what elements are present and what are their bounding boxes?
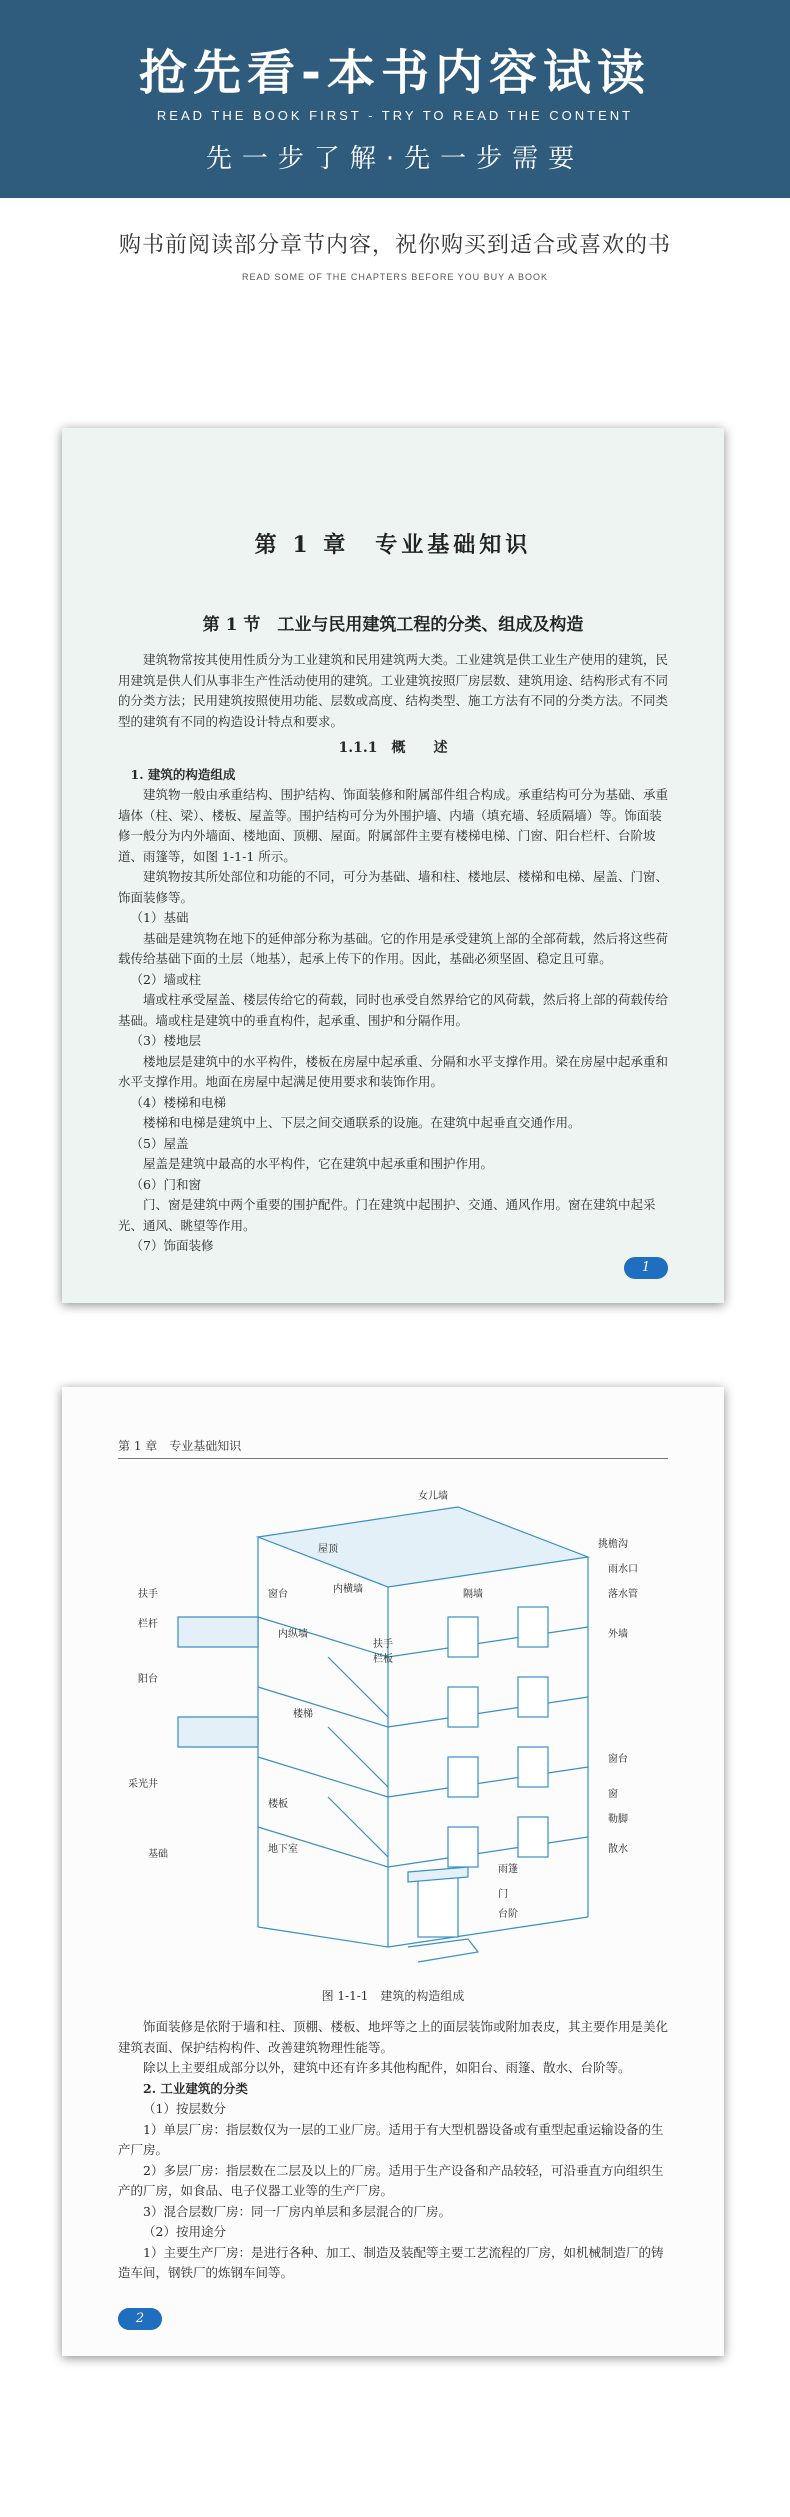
- paragraph: 建筑物常按其使用性质分为工业建筑和民用建筑两大类。工业建筑是供工业生产使用的建筑，民用建筑是供人们从事非生产性活动使用的建筑。工业建筑按照厂房层数、建筑用途、结构形式有不同的分类方法；民用建筑按照使用功能、层数或高度、结构类型、施工方法有不同的分类方法。不同类型的建筑有不同的构造设计特点和要求。: [118, 652, 669, 729]
- list-heading: （4）楼梯和电梯: [130, 1094, 226, 1110]
- figure-label: 内横墙: [333, 1584, 363, 1595]
- figure-label: 雨篷: [498, 1864, 518, 1875]
- tagline-en: READ SOME OF THE CHAPTERS BEFORE YOU BUY A BOOK: [241, 272, 549, 282]
- paragraph: 1）单层厂房：指层数仅为一层的工业厂房。适用于有大型机器设备或有重型起重运输设备的生产厂房。: [118, 2121, 664, 2157]
- paragraph: 2）多层厂房：指层数在二层及以上的厂房。适用于生产设备和产品较轻，可沿垂直方向组织生产的厂房，如食品、电子仪器工业等的生产厂房。: [118, 2162, 664, 2198]
- figure-label: 台阶: [498, 1909, 518, 1920]
- section-title: 第 1 节 工业与民用建筑工程的分类、组成及构造: [202, 615, 584, 635]
- paragraph: 楼地层是建筑中的水平构件，楼板在房屋中起承重、分隔和水平支撑作用。梁在房屋中起承重和水平支撑作用。地面在房屋中起满足使用要求和装饰作用。: [118, 1053, 669, 1089]
- figure-label: 散水: [608, 1844, 628, 1855]
- paragraph: 基础是建筑物在地下的延伸部分称为基础。它的作用是承受建筑上部的全部荷载，然后将这些荷载传给基础下面的土层（地基），起承上传下的作用。因此，基础必须坚固、稳定且可靠。: [118, 930, 669, 966]
- figure-label: 阳台: [138, 1674, 158, 1685]
- list-heading: （1）基础: [130, 910, 189, 925]
- page1-body: [118, 650, 668, 1257]
- page2-body: [118, 2017, 668, 2284]
- page-number-badge: 2: [118, 2308, 162, 2330]
- paragraph: 建筑物按其所处部位和功能的不同，可分为基础、墙和柱、楼地层、楼梯和电梯、屋盖、门窗、饰面装修等。: [118, 869, 669, 905]
- figure-label: 屋顶: [318, 1544, 338, 1555]
- figure-label: 栏杆: [138, 1619, 158, 1630]
- paragraph: 门、窗是建筑中两个重要的围护配件。门在建筑中起围护、交通、通风作用。窗在建筑中起采光、通风、眺望等作用。: [118, 1197, 656, 1233]
- subsection-title: 1.1.1 概 述: [338, 740, 448, 756]
- list-heading: （7）饰面装修: [130, 1238, 214, 1253]
- figure-label: 勒脚: [608, 1814, 628, 1825]
- list-heading: （5）屋盖: [130, 1135, 189, 1151]
- list-heading: （1）按层数分: [143, 2101, 226, 2116]
- paragraph: 1）主要生产厂房：是进行各种、加工、制造及装配等主要工艺流程的厂房，如机械制造厂的铸造车间，钢铁厂的炼钢车间等。: [118, 2244, 664, 2280]
- list-heading: （6）门和窗: [130, 1176, 201, 1192]
- paragraph: 除以上主要组成部分以外，建筑中还有许多其他构配件，如阳台、雨篷、散水、台阶等。: [143, 2060, 631, 2075]
- figure-label: 窗: [608, 1789, 618, 1800]
- figure-label: 楼板: [268, 1799, 288, 1810]
- list-heading: （2）按用途分: [143, 2224, 226, 2239]
- figure-label: 扶手: [138, 1589, 158, 1600]
- figure-caption: 图 1-1-1 建筑的构造组成: [321, 1989, 465, 2003]
- figure-label: 挑檐沟: [598, 1539, 628, 1550]
- paragraph-heading: 2. 工业建筑的分类: [143, 2080, 248, 2096]
- list-heading: （2）墙或柱: [130, 971, 201, 987]
- list-heading: （3）楼地层: [130, 1033, 201, 1048]
- figure-label: 女儿墙: [418, 1491, 448, 1502]
- figure-label: 隔墙: [463, 1589, 483, 1600]
- banner-title: 抢先看-本书内容试读: [139, 45, 651, 101]
- figure-label: 雨水口: [608, 1564, 638, 1575]
- banner-subtitle-zh: 先一步了解·先一步需要: [205, 144, 585, 174]
- building-diagram: [118, 1477, 668, 1977]
- paragraph: 建筑物一般由承重结构、围护结构、饰面装修和附属部件组合构成。承重结构可分为基础、承重墙体（柱、梁）、楼板、屋盖等。围护结构可分为外围护墙、内墙（填充墙、轻质隔墙）等。饰面装修一般分为内外墙面、楼地面、顶棚、屋面。附属部件主要有楼梯电梯、门窗、阳台栏杆、台阶坡道、雨篷等，如图 1-1-1 所示。: [118, 787, 669, 864]
- top-banner: [0, 0, 790, 198]
- figure-label: 落水管: [608, 1589, 638, 1600]
- paragraph: 屋盖是建筑中最高的水平构件，它在建筑中起承重和围护作用。: [143, 1156, 494, 1171]
- paragraph: 饰面装修是依附于墙和柱、顶棚、楼板、地坪等之上的面层装饰或附加表皮，其主要作用是美化建筑表面、保护结构构件、改善建筑物理性能等。: [118, 2019, 669, 2055]
- chapter-title: 第 1 章 专业基础知识: [254, 532, 532, 558]
- figure-label: 基础: [148, 1849, 168, 1860]
- figure-label: 内纵墙: [278, 1629, 308, 1640]
- paragraph: 3）混合层数厂房：同一厂房内单层和多层混合的厂房。: [143, 2203, 451, 2219]
- paragraph-heading: 1. 建筑的构造组成: [130, 766, 236, 782]
- running-head: 第 1 章 专业基础知识: [118, 1437, 668, 1459]
- building-drawing: [118, 1477, 668, 1977]
- banner-subtitle-en: READ THE BOOK FIRST - TRY TO READ THE CONTENT: [156, 108, 634, 123]
- paragraph: 楼梯和电梯是建筑中上、下层之间交通联系的设施。在建筑中起垂直交通作用。: [143, 1115, 581, 1130]
- figure-label: 窗台: [268, 1589, 288, 1600]
- figure-label: 栏板: [373, 1654, 393, 1665]
- page-number-badge: 1: [624, 1257, 668, 1279]
- sample-page-2: [62, 1387, 724, 2356]
- figure-label: 楼梯: [293, 1709, 313, 1720]
- sample-page-1: [62, 428, 724, 1303]
- figure-label: 门: [498, 1889, 508, 1900]
- tagline-zh: 购书前阅读部分章节内容，祝你购买到适合或喜欢的书: [118, 233, 671, 258]
- figure-label: 窗台: [608, 1754, 628, 1765]
- paragraph: 墙或柱承受屋盖、楼层传给它的荷载，同时也承受自然界给它的风荷载，然后将上部的荷载传给基础。墙或柱是建筑中的垂直构件，起承重、围护和分隔作用。: [118, 992, 669, 1028]
- figure-label: 地下室: [268, 1844, 298, 1855]
- figure-label: 采光井: [128, 1779, 158, 1790]
- figure-label: 外墙: [608, 1629, 628, 1640]
- figure-label: 扶手: [373, 1639, 393, 1650]
